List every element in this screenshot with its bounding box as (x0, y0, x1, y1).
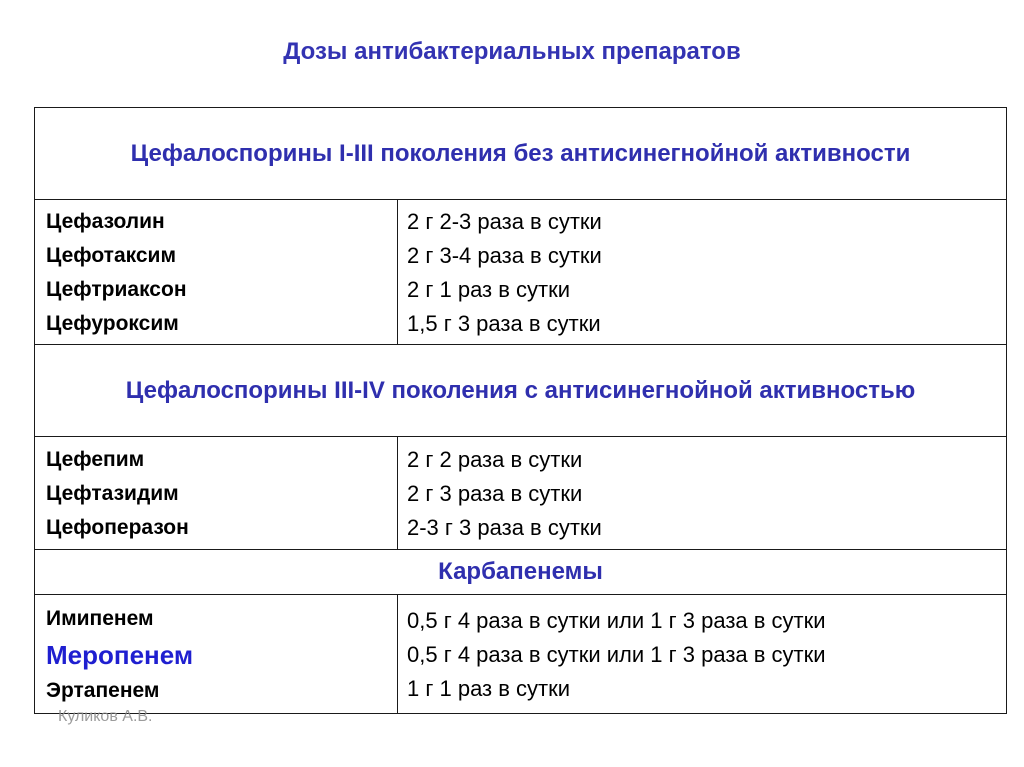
dose-text: 2 г 2 раза в сутки (407, 447, 583, 472)
drug-name: Цефтриаксон (46, 278, 187, 301)
dose-text: 0,5 г 4 раза в сутки или 1 г 3 раза в сутки (407, 608, 826, 633)
drug-name: Цефуроксим (46, 312, 179, 335)
drug-name: Эртапенем (46, 679, 160, 702)
dose-text: 2 г 1 раз в сутки (407, 277, 571, 302)
drug-list-cell (35, 437, 398, 550)
drug-list-cell (35, 200, 398, 345)
dose-text: 0,5 г 4 раза в сутки или 1 г 3 раза в сутки (407, 642, 826, 667)
drug-name: Цефоперазон (46, 516, 189, 539)
dose-text: 2 г 3-4 раза в сутки (407, 243, 602, 268)
table-row (35, 437, 1007, 550)
section-header-row (35, 345, 1007, 437)
drug-name: Имипенем (46, 607, 154, 630)
drug-name-highlighted: Меропенем (46, 640, 194, 670)
dose-text: 1 г 1 раз в сутки (407, 676, 571, 701)
drug-name: Цефепим (46, 448, 145, 471)
drug-name: Цефазолин (46, 210, 165, 233)
dose-table (34, 107, 1007, 714)
dose-list-cell (398, 200, 1007, 345)
author-credit: Куликов А.В. (58, 708, 153, 725)
section-header-cephalosporins-3-4: Цефалоспорины III-IV поколения с антисинегнойной активностью (35, 345, 1007, 437)
table-row (35, 595, 1007, 714)
section-header-carbapenems: Карбапенемы (35, 550, 1007, 595)
drug-name: Цефотаксим (46, 244, 176, 267)
slide-title: Дозы антибактериальных препаратов (283, 38, 741, 65)
dose-text: 2 г 2-3 раза в сутки (407, 209, 602, 234)
dose-list-cell (398, 437, 1007, 550)
section-header-cephalosporins-1-3: Цефалоспорины I-III поколения без антисинегнойной активности (35, 108, 1007, 200)
drug-list-cell (35, 595, 398, 714)
dose-text: 2-3 г 3 раза в сутки (407, 515, 602, 540)
drug-name: Цефтазидим (46, 482, 179, 505)
table-row (35, 200, 1007, 345)
section-header-row (35, 108, 1007, 200)
section-header-row (35, 550, 1007, 595)
dose-text: 1,5 г 3 раза в сутки (407, 311, 601, 336)
dose-text: 2 г 3 раза в сутки (407, 481, 583, 506)
dose-list-cell (398, 595, 1007, 714)
